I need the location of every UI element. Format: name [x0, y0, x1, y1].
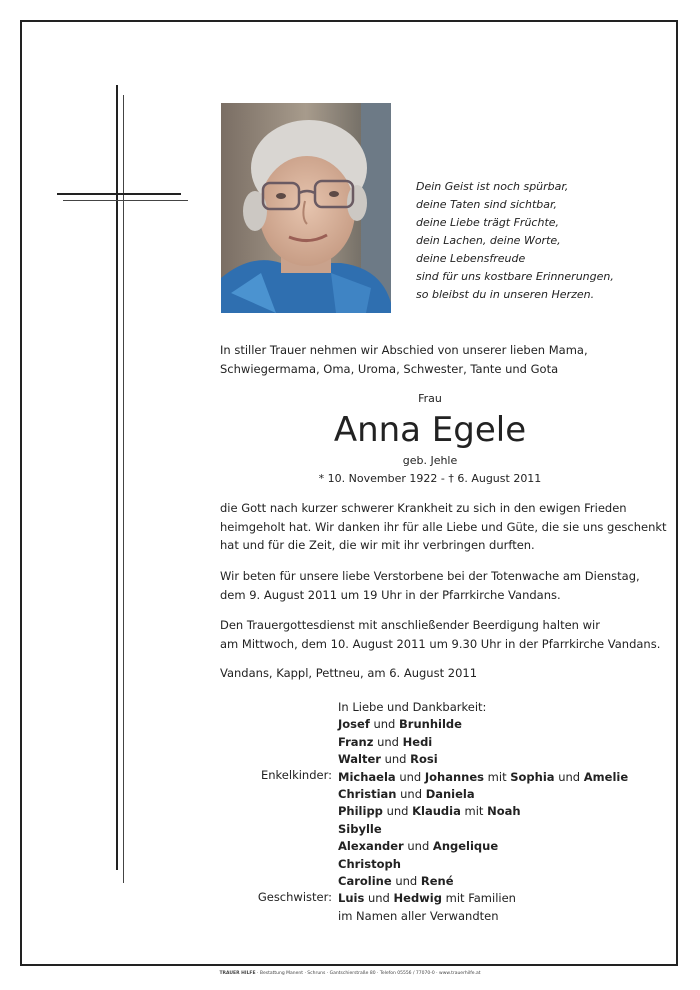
poem-line: sind für uns kostbare Erinnerungen,: [416, 270, 614, 283]
body-paragraph-2: [220, 567, 640, 604]
mourner-row: [338, 751, 628, 768]
place-and-date: Vandans, Kappl, Pettneu, am 6. August 2011: [220, 666, 478, 680]
mourner-row: [338, 873, 628, 890]
mourner-name: Sophia: [510, 769, 555, 784]
mourner-name: Caroline: [338, 874, 392, 889]
connector-word: mit Familien: [445, 891, 516, 906]
connector-word: und: [400, 787, 423, 802]
mourner-name: Rosi: [410, 752, 438, 767]
mourner-name: Christian: [338, 787, 397, 802]
body-line: hat und für die Zeit, die wir mit ihr verbringen durften.: [220, 538, 535, 552]
mourner-row: [338, 856, 628, 873]
mourner-name: Johannes: [424, 769, 485, 784]
memorial-poem: [416, 178, 614, 304]
connector-word: und: [386, 804, 409, 819]
connector-word: und: [399, 769, 422, 784]
connector-word: und: [367, 891, 390, 906]
body-line: Den Trauergottesdienst mit anschließender Beerdigung halten wir: [220, 618, 600, 632]
mourner-name: Noah: [487, 804, 521, 819]
mourner-row: [338, 716, 628, 733]
mourner-name: Walter: [338, 752, 381, 767]
poem-line: deine Lebensfreude: [416, 252, 526, 265]
mourner-name: René: [420, 874, 454, 889]
mourner-name: Hedwig: [393, 891, 442, 906]
mourner-name: Angelique: [432, 839, 499, 854]
deceased-name: Anna Egele: [333, 410, 527, 450]
body-line: heimgeholt hat. Wir danken ihr für alle Liebe und Güte, die sie uns geschenkt: [220, 519, 667, 534]
mourner-name: Luis: [338, 891, 365, 906]
mourner-row: im Namen aller Verwandten: [338, 908, 499, 923]
mourner-name: Philipp: [338, 804, 383, 819]
footer-imprint: [0, 971, 700, 976]
birth-name: geb. Jehle: [402, 454, 458, 467]
cross-horizontal-line: [63, 200, 188, 201]
cross-vertical-line: [123, 95, 124, 883]
mourners-list: [338, 699, 628, 925]
mourner-name: Brunhilde: [399, 717, 462, 732]
body-line: am Mittwoch, dem 10. August 2011 um 9.30 Uhr in der Pfarrkirche Vandans.: [220, 636, 661, 651]
mourner-row: [338, 734, 628, 751]
footer-text: · Bestattung Manent · Schruns · Gantschierstraße 80 · Telefon 05556 / 77070-0 · www.trauerhilfe.at: [257, 971, 481, 976]
body-line: Wir beten für unsere liebe Verstorbene bei der Totenwache am Dienstag,: [220, 569, 640, 583]
poem-line: deine Taten sind sichtbar,: [416, 198, 557, 211]
intro-line: In stiller Trauer nehmen wir Abschied von unserer lieben Mama,: [220, 343, 588, 357]
body-line: dem 9. August 2011 um 19 Uhr in der Pfarrkirche Vandans.: [220, 587, 561, 602]
siblings-label: Geschwister:: [257, 890, 332, 904]
salutation: Frau: [418, 392, 442, 405]
mourner-row: [338, 786, 628, 803]
mourner-name: Sibylle: [338, 821, 382, 836]
intro-line: Schwiegermama, Oma, Uroma, Schwester, Tante und Gota: [220, 361, 559, 376]
mourner-name: Amelie: [583, 769, 629, 784]
mourner-name: Christoph: [338, 856, 401, 871]
body-paragraph-1: [220, 499, 667, 555]
footer-brand: TRAUER HILFE: [219, 971, 256, 976]
connector-word: und: [395, 874, 418, 889]
mourner-name: Josef: [338, 717, 370, 732]
intro-text: [220, 341, 588, 378]
mourner-row: [338, 803, 628, 820]
connector-word: und: [373, 717, 396, 732]
mourner-name: Hedi: [402, 734, 433, 749]
poem-line: so bleibst du in unseren Herzen.: [416, 288, 595, 301]
life-dates: * 10. November 1922 - † 6. August 2011: [318, 472, 542, 485]
mourner-name: Franz: [338, 734, 374, 749]
body-paragraph-3: [220, 616, 660, 653]
mourner-row: [338, 769, 628, 786]
poem-line: Dein Geist ist noch spürbar,: [416, 180, 569, 193]
mourner-name: Alexander: [338, 839, 404, 854]
poem-line: dein Lachen, deine Worte,: [416, 234, 561, 247]
mourner-row: [338, 838, 628, 855]
closing-line: In Liebe und Dankbarkeit:: [338, 700, 487, 714]
poem-line: deine Liebe trägt Früchte,: [416, 216, 560, 229]
cross-horizontal-bar: [57, 193, 181, 195]
mourner-name: Klaudia: [412, 804, 461, 819]
portrait-photo: [221, 103, 391, 313]
connector-word: mit: [464, 804, 484, 819]
mourner-name: Daniela: [425, 787, 475, 802]
grandchildren-label: Enkelkinder:: [261, 768, 332, 782]
connector-word: und: [407, 839, 430, 854]
mourner-row: [338, 821, 628, 838]
connector-word: und: [558, 769, 581, 784]
connector-word: mit: [487, 769, 507, 784]
connector-word: und: [384, 752, 407, 767]
connector-word: und: [377, 734, 399, 749]
mourner-row: [338, 890, 628, 907]
body-line: die Gott nach kurzer schwerer Krankheit zu sich in den ewigen Frieden: [220, 501, 627, 515]
mourner-name: Michaela: [338, 769, 396, 784]
cross-vertical-bar: [116, 85, 118, 870]
